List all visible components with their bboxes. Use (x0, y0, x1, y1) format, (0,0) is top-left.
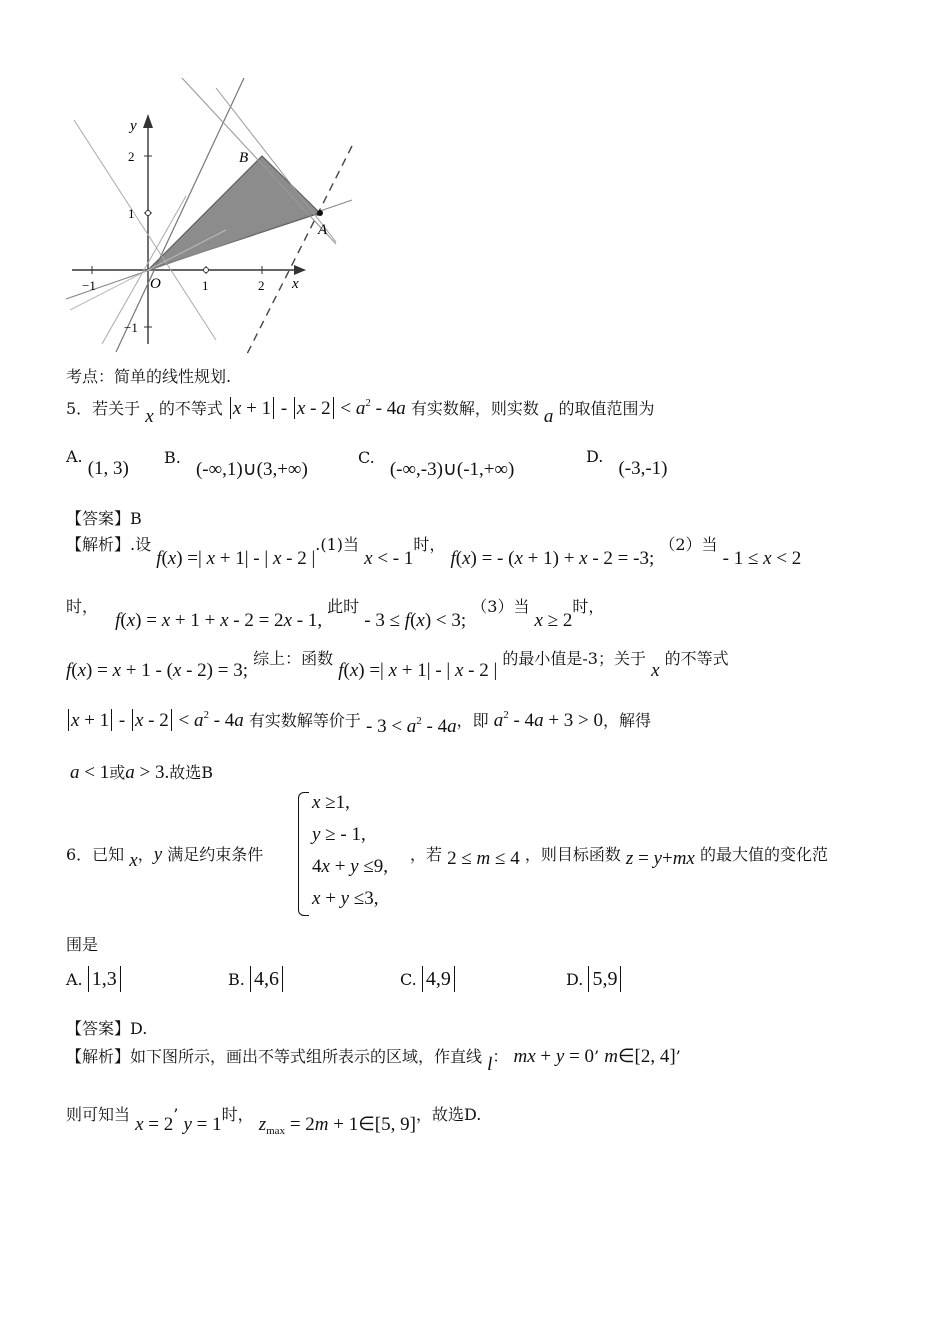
q5-explanation-line5: a < 1或a > 3.故选B (70, 762, 213, 783)
q5-option-c[interactable]: C. (-∞,-3)∪(-1,+∞) (358, 448, 515, 480)
q5-inequality: $x + 1 - x - 2 < a^2 - 4a$ (228, 398, 406, 419)
q5-explanation-line2: 时， f(x) = x + 1 + x - 2 = 2x - 1, 此时 - 3 ≤ f(x) < 3; （3）当 x ≥ 2时， (66, 597, 605, 631)
q6-explanation-line1: 【解析】如下图所示，画出不等式组所表示的区域，作直线 l： mx + y = 0’ m∈[2, 4]’ (66, 1046, 681, 1075)
x-axis-label: x (292, 276, 299, 292)
tick-label-y-neg1: −1 (124, 320, 138, 335)
figure-graph (66, 74, 356, 356)
q5-option-a[interactable]: A. (1, 3) (66, 447, 129, 479)
tick-label-x-neg1: −1 (82, 278, 96, 293)
point-a-label: A (318, 222, 328, 238)
q6-answer: 【答案】D. (66, 1019, 148, 1038)
tick-label-x-1: 1 (202, 278, 209, 293)
q5-explanation-line1: 【解析】.设 f(x) =| x + 1| - | x - 2 |.(1)当 x < - 1时， f(x) = - (x + 1) + x - 2 = -3; （2）当 - 1 ≤ x < 2 (66, 535, 802, 569)
q6-option-b[interactable]: B. 4,6 (228, 966, 283, 992)
tick-label-x-2: 2 (258, 278, 265, 293)
q5-answer: 【答案】B (66, 509, 142, 528)
q6-option-d[interactable]: D. 5,9 (566, 966, 621, 992)
y-axis-label: y (130, 118, 137, 134)
q6-stem-rest: ，若 2 ≤ m ≤ 4 ，则目标函数 z = y+mx 的最大值的变化范 (410, 845, 828, 869)
q6-stem-end: 围是 (66, 935, 99, 954)
kaodian-text: 考点：简单的线性规划. (66, 367, 232, 386)
q6-number: 6．已知 (66, 845, 125, 864)
q5-number: 5．若关于 (66, 399, 141, 418)
point-a-dot (317, 210, 323, 216)
point-b-label: B (239, 150, 249, 166)
q5-option-d[interactable]: D. (-3,-1) (586, 447, 668, 479)
tick-label-y-2: 2 (128, 149, 135, 164)
q6-option-c[interactable]: C. 4,9 (400, 966, 455, 992)
q5-stem: 5．若关于 x 的不等式 $x + 1 - x - 2 < a^2 - 4a$ 有实数解，则实数 a 的取值范围为 (66, 397, 655, 427)
q6-explanation-line2: 则可知当 x = 2’ y = 1时， $z_{max} = 2m$ + 1∈[5, 9]，故选D. (66, 1105, 482, 1137)
q5-explanation-line4: $x + 1 - x - 2 < a^2 - 4a$ 有实数解等价于 - $3 < a^2 - 4a$，即 $a^2 - 4a + 3 > 0$，解得 (66, 708, 651, 732)
tick-label-y-1: 1 (128, 206, 135, 221)
origin-label: O (150, 276, 161, 292)
constraint-system: x ≥1, y ≥ - 1, 4x + y ≤9, x + y ≤3, (298, 790, 413, 918)
q5-option-b[interactable]: B. (-∞,1)∪(3,+∞) (164, 448, 308, 480)
q6-stem: 6．已知 x，y 满足约束条件 (66, 844, 264, 871)
q6-option-a[interactable]: A. 1,3 (66, 966, 121, 992)
q5-explanation-line3: f(x) = x + 1 - (x - 2) = 3; 综上：函数 f(x) =| x + 1| - | x - 2 | 的最小值是-3；关于 x 的不等式 (66, 649, 729, 681)
